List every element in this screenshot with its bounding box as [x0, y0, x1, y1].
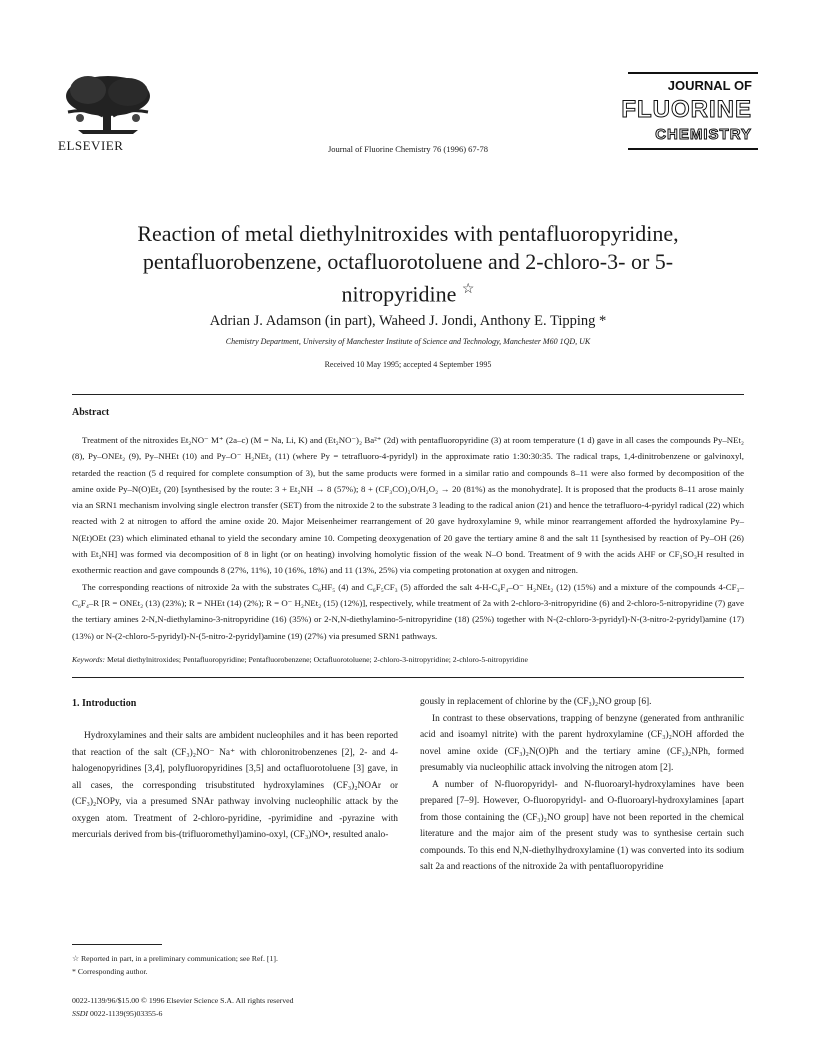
footnotes: [72, 952, 398, 978]
abstract-body: [72, 432, 744, 644]
logo-line-3: CHEMISTRY: [655, 126, 752, 143]
logo-rule-top: [628, 72, 758, 74]
footnote-divider: [72, 944, 162, 945]
copyright-line: 0022-1139/96/$15.00 © 1996 Elsevier Science S.A. All rights reserved: [72, 996, 294, 1005]
logo-line-1: JOURNAL OF: [667, 78, 752, 93]
logo-rule-bottom: [628, 148, 758, 150]
elsevier-tree-icon: [58, 72, 158, 136]
journal-reference: Journal of Fluorine Chemistry 76 (1996) 67-78: [327, 144, 489, 154]
ssdi-label: SSDI: [72, 1009, 89, 1018]
body-paragraph: A number of N-fluoropyridyl- and N-fluoroaryl-hydroxylamines have been prepared [7–9]. However, O-fluoropyridyl- and O-fluoroaryl-hydroxylamines [apart from those containing the (CF₃)₂NO group] have not been reported in the chemical literature and the major aim of the present study was to synthesise certain such compounds. To this end N,N-diethylhydroxylamine (1) was converted into its sodium salt 2a and reactions of the nitroxide 2a with pentafluoropyridine: [420, 779, 744, 872]
title-text: Reaction of metal diethylnitroxides with pentafluoropyridine, pentafluorobenzene, octafluorotoluene and 2-chloro-3- or 5-nitropyridine: [137, 221, 679, 307]
footnote-star: ☆ Reported in part, in a preliminary communication; see Ref. [1].: [72, 954, 278, 963]
divider-bottom: [72, 677, 744, 678]
abstract-paragraph: The corresponding reactions of nitroxide 2a with the substrates C₆HF₅ (4) and C₆F₅CF₃ (5) afforded the salt 4-H-C₆F₄–O⁻ H₂NEt₂ (12) (15%) and a mixture of the compounds 4-CF₃–C₆F₄–R [R = ONEt₂ (13) (23%); R = NHEt (14) (2%); R = O⁻ H₂NEt₂ (15) (12%)], respectively, while treatment of 2a with 2-chloro-3-nitropyridine (6) and 2-chloro-5-nitropyridine (7) gave the tertiary amines 2-N,N-diethylamino-3-nitropyridine (16) (35%) or 2-N,N-diethylamino-5-nitropyridine (18) (25%) together with N-(2-chloro-3-pyridyl)-N-(3-nitro-2-pyridyl)amine (17) (13%) or N-(2-chloro-5-pyridyl)-N-(5-nitro-2-pyridyl)amine (19) (27%) via presumed SRN1 pathways.: [72, 581, 744, 641]
body-paragraph: gously in replacement of chlorine by the (CF₃)₂NO group [6].: [420, 697, 652, 707]
title-footnote-mark: ☆: [461, 282, 475, 297]
abstract-heading: Abstract: [72, 407, 110, 418]
divider-top: [72, 394, 744, 395]
column-left: [72, 728, 398, 844]
footnote-corresponding: * Corresponding author.: [72, 967, 148, 976]
keywords: [72, 655, 744, 664]
copyright-block: [72, 994, 398, 1020]
affiliation: Chemistry Department, University of Manchester Institute of Science and Technology, Manchester M60 1QD, UK: [225, 337, 591, 346]
ssdi-line: [72, 1007, 398, 1020]
logo-line-2: FLUORINE: [621, 96, 752, 123]
publisher-name: ELSEVIER: [58, 138, 124, 153]
article-title: [90, 220, 726, 308]
abstract-paragraph: Treatment of the nitroxides Et₂NO⁻ M⁺ (2a–c) (M = Na, Li, K) and (Et₂NO⁻)₂ Ba²⁺ (2d) with pentafluoropyridine (3) at room temperature (1 d) gave in all cases the compounds Py–NEt₂ (8), Py–ONEt₂ (9), Py–NHEt (10) and Py–O⁻ H₂NEt₂ (11) (where Py = tetrafluoro-4-pyridyl) in the approximate ratio 1:30:30:35. The radical traps, 1,4-dinitrobenzene or galvinoxyl, retarded the reaction (5 d required for complete consumption of 3), but the same products were formed in a similar ratio and compounds 8–11 were also formed by decomposition of the amine oxide Py–N(O)Et₂ (20) [synthesised by the route: 3 + Et₂NH → 8 (57%); 8 + (CF₃CO)₂O/H₂O₂ → 20 (81%) as the monohydrate]. It is proposed that the products 8–11 arose mainly via an SRN1 mechanism involving single electron transfer (SET) from the nitroxide 2 to the substrate 3 leading to the radical anion (21) and hence the tetrafluoro-4-pyridyl radical (22) which reacted with 2 at nitrogen to afford the amine oxide 20. Major Meisenheimer rearrangement of 20 gave hydroxylamine 9, while minor rearrangement afforded the hydroxylamine Py–N(Et)OEt (23) which eliminated ethanal to yield the secondary amine 10. Competing deoxygenation of 20 gave the tertiary amine 8 and the salt 11 [synthesised by reaction of Py–OH (26) with Et₂NH] was formed via decomposition of 8 in light (or on heating) involving homolytic fission of the weak N–O bond. Treatment of 9 with the acids AHF or CF₃SO₃H resulted in exothermic reaction and gave compounds 8 (27%, 11%), 10 (16%, 18%) and 11 (13%, 25%) via competing protonation at oxygen and nitrogen.: [72, 435, 744, 576]
received-dates: Received 10 May 1995; accepted 4 September 1995: [324, 360, 492, 369]
ssdi-number: 0022-1139(95)03355-6: [89, 1009, 163, 1018]
body-paragraph: Hydroxylamines and their salts are ambident nucleophiles and it has been reported that reaction of the salt (CF₃)₂NO⁻ Na⁺ with chloronitrobenzenes [2], 2- and 4-halogenopyridines [3,4], polyfluoropyridines [3,5] and octafluorotoluene [3] gave, in all cases, the corresponding trisubstituted hydroxylamines (CF₃)₂NOAr or (CF₃)₂NOPy, via a presumed SNAr pathway involving nucleophilic attack by the oxygen atom. Treatment of 2-chloro-pyridine, -pyrimidine and -pyrazine with mercurials derived from bis-(trifluoromethyl)amino-oxyl, (CF₃)NO•, resulted analo-: [72, 731, 398, 840]
journal-logo: [621, 72, 758, 156]
keywords-label: Keywords:: [72, 655, 106, 664]
section-heading-introduction: 1. Introduction: [72, 698, 137, 709]
authors: Adrian J. Adamson (in part), Waheed J. Jondi, Anthony E. Tipping *: [209, 313, 607, 329]
column-right: [420, 694, 744, 876]
body-paragraph: In contrast to these observations, trapping of benzyne (generated from anthranilic acid and isoamyl nitrite) with the parent hydroxylamine (CF₃)₂NOH afforded the novel amine oxide (CF₃)₂N(O)Ph and the tertiary amine (CF₃)₂NPh, formed presumably via nucleophilic attack involving the nitrogen atom [2].: [420, 713, 744, 773]
keywords-text: Metal diethylnitroxides; Pentafluoropyridine; Pentafluorobenzene; Octafluorotoluene; 2-chloro-3-nitropyridine; 2-chloro-5-nitropyridine: [106, 655, 528, 664]
